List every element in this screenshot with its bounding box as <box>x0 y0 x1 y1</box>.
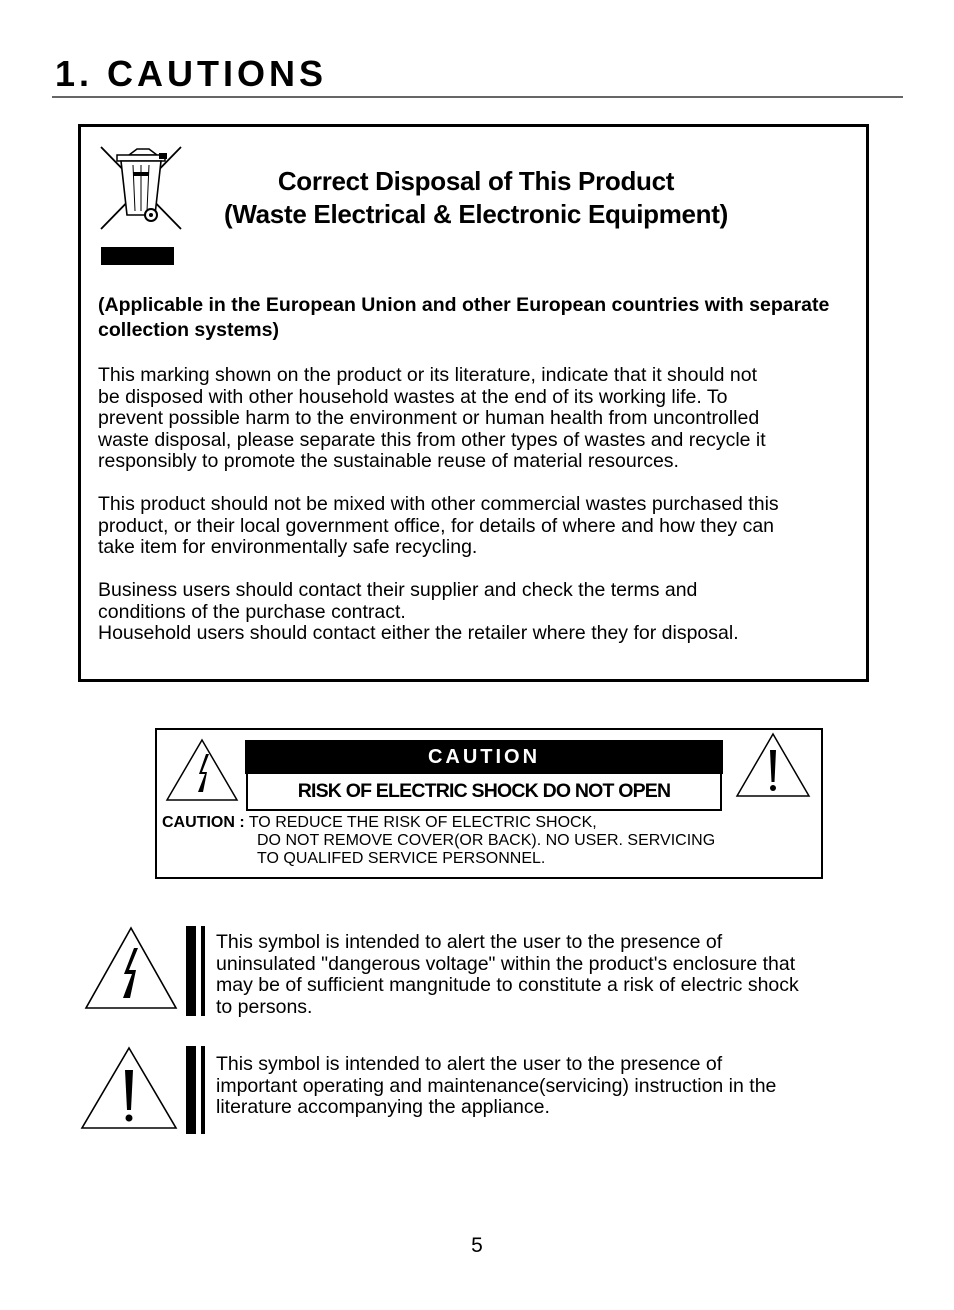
title-divider <box>52 96 903 98</box>
symbol-description-voltage: This symbol is intended to alert the user to the presence of uninsulated "dangerous voltage" within the product's enclosure that may be of sufficient mangnitude to constitute a risk of electric shock to persons. <box>216 931 799 1018</box>
exclamation-triangle-icon <box>735 732 811 798</box>
bin-underline-bar <box>101 247 174 265</box>
lightning-triangle-icon <box>84 926 178 1010</box>
caution-label-box <box>155 728 823 879</box>
weee-paragraph-commercial: This product should not be mixed with other commercial wastes purchased this product, or their local government office, for details of where and how they can take item for environmentally safe recycling. <box>98 493 779 559</box>
symbol-divider-bars <box>186 1046 206 1134</box>
weee-heading: Correct Disposal of This Product (Waste Electrical & Electronic Equipment) <box>224 166 728 229</box>
caution-instructions: CAUTION : TO REDUCE THE RISK OF ELECTRIC SHOCK, DO NOT REMOVE COVER(OR BACK). NO USER. SERVICING TO QUALIFED SERVICE PERSONNEL. <box>162 814 716 867</box>
caution-text-label: CAUTION : <box>162 814 245 831</box>
weee-disposal-box <box>78 124 869 682</box>
weee-paragraph-marking: This marking shown on the product or its literature, indicate that it should not be disposed with other household wastes at the end of its working life. To prevent possible harm to the environment or human health from uncontrolled waste disposal, please separate this from other types of wastes and recycle it responsibly to promote the sustainable reuse of material resources. <box>98 364 766 473</box>
caution-subheader: RISK OF ELECTRIC SHOCK DO NOT OPEN <box>246 773 722 811</box>
page-title: 1. CAUTIONS <box>55 53 328 94</box>
applicable-note: (Applicable in the European Union and other European countries with separate collection systems) <box>98 294 830 341</box>
weee-paragraph-users: Business users should contact their supplier and check the terms and conditions of the purchase contract. Household users should contact either the retailer where they for disposal. <box>98 579 739 645</box>
symbol-description-instructions: This symbol is intended to alert the user to the presence of important operating and maintenance(servicing) instruction in the literature accompanying the appliance. <box>216 1053 777 1119</box>
exclamation-triangle-icon <box>80 1046 178 1130</box>
lightning-triangle-icon <box>165 738 239 802</box>
page-number: 5 <box>471 1234 483 1257</box>
crossed-out-wheelie-bin-icon <box>99 145 183 233</box>
caution-header: CAUTION <box>245 740 723 774</box>
symbol-divider-bars <box>186 926 206 1016</box>
